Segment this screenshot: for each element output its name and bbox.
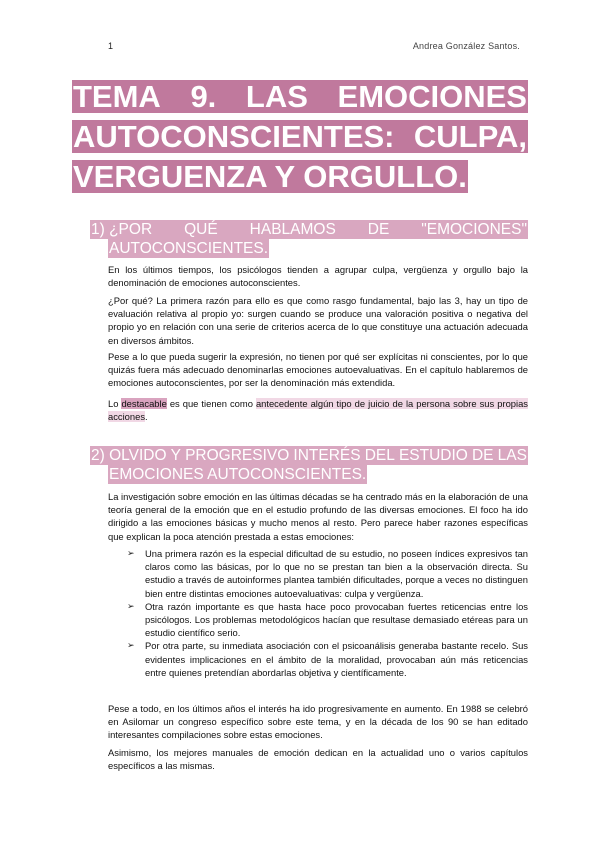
arrowhead-bullet-icon: ➢ xyxy=(127,548,135,558)
list-item: ➢ Una primera razón es la especial dificultad de su estudio, no poseen índices expresivos tan claros como las básicas, por lo que no se prestan tan bien a la observación directa. Su estudio a través de autoinformes plantea también dificultades, porque a veces no distinguen bien entre distintas emociones autoevaluativas: culpa y vergüenza. xyxy=(127,548,528,599)
paragraph: ¿Por qué? La primera razón para ello es que como rasgo fundamental, bajo las 3, hay un tipo de evaluación relativa al propio yo: surgen cuando se produce una valoración positiva o negativa del propio yo en relación con una serie de criterios acerca de lo que constituye una actuación adecuada en diversos ámbitos. xyxy=(108,295,528,346)
paragraph: En los últimos tiempos, los psicólogos tienden a agrupar culpa, vergüenza y orgullo bajo la denominación de emociones autoconscientes. xyxy=(108,264,528,289)
section-2-heading xyxy=(90,446,528,484)
list-item: ➢ Otra razón importante es que hasta hace poco provocaban fuertes reticencias entre los psicólogos. Los problemas metodológicos hacían que resultase demasiado etéreas para un estudio científico serio. xyxy=(127,600,528,639)
paragraph: Asimismo, los mejores manuales de emoción dedican en la actualidad uno o varios capítulos específicos a las mismas. xyxy=(108,747,528,772)
paragraph: Pese a lo que pueda sugerir la expresión, no tienen por qué ser explícitas ni conscientes, por lo que quizás fuera más adecuado denominarlas emociones autoevaluativas. En el capítulo hablaremos de emociones autoconscientes, por ser la denominación más extendida. xyxy=(108,351,528,389)
highlight-destacable: destacable xyxy=(121,398,167,409)
title-line-1: TEMA 9. LAS EMOCIONES xyxy=(73,79,527,114)
highlight-antecedente: antecedente algún tipo de juicio de la persona sobre sus propias acciones xyxy=(108,398,528,423)
title-line-2: AUTOCONSCIENTES: CULPA, xyxy=(73,119,527,154)
page-number: 1 xyxy=(108,41,114,51)
section-1-heading xyxy=(90,220,528,258)
author-name: Andrea González Santos. xyxy=(412,41,520,51)
title-line-3: VERGUENZA Y ORGULLO. xyxy=(73,159,467,194)
paragraph: Pese a todo, en los últimos años el interés ha ido progresivamente en aumento. En 1988 se celebró en Asilomar un congreso específico sobre este tema, y en la década de los 90 se han editado interesantes compilaciones sobre estas emociones. xyxy=(108,703,528,741)
paragraph: La investigación sobre emoción en las últimas décadas se ha centrado más en la elaboración de una teoría general de la emoción que en el estudio profundo de las diversas emociones. El foco ha ido dirigido a las emociones básicas y mucho menos al resto. Pero parece haber razones específicas que explican la poca atención prestada a estas emociones: xyxy=(108,491,528,542)
section-2-heading-line-1: 2) OLVIDO Y PROGRESIVO INTERÉS DEL ESTUDIO DE LAS xyxy=(91,447,527,464)
highlighted-paragraph: Lo destacable es que tienen como antecedente algún tipo de juicio de la persona sobre sus propias acciones. xyxy=(108,398,528,423)
document-title xyxy=(72,80,528,200)
list-item: ➢ Por otra parte, su inmediata asociación con el psicoanálisis generaba bastante recelo. Sus evidentes implicaciones en el ámbito de la moralidad, provocaban aún más reticencias entre quienes pretendían abordarlas objetiva y científicamente. xyxy=(127,640,528,678)
arrowhead-bullet-icon: ➢ xyxy=(127,600,135,611)
bullet-list xyxy=(127,547,528,679)
section-1-heading-line-2: AUTOCONSCIENTES. xyxy=(109,240,269,257)
arrowhead-bullet-icon: ➢ xyxy=(127,640,135,651)
section-2-heading-line-2: EMOCIONES AUTOCONSCIENTES. xyxy=(109,466,367,483)
section-1-heading-line-1: 1) ¿POR QUÉ HABLAMOS DE "EMOCIONES" xyxy=(91,221,527,238)
